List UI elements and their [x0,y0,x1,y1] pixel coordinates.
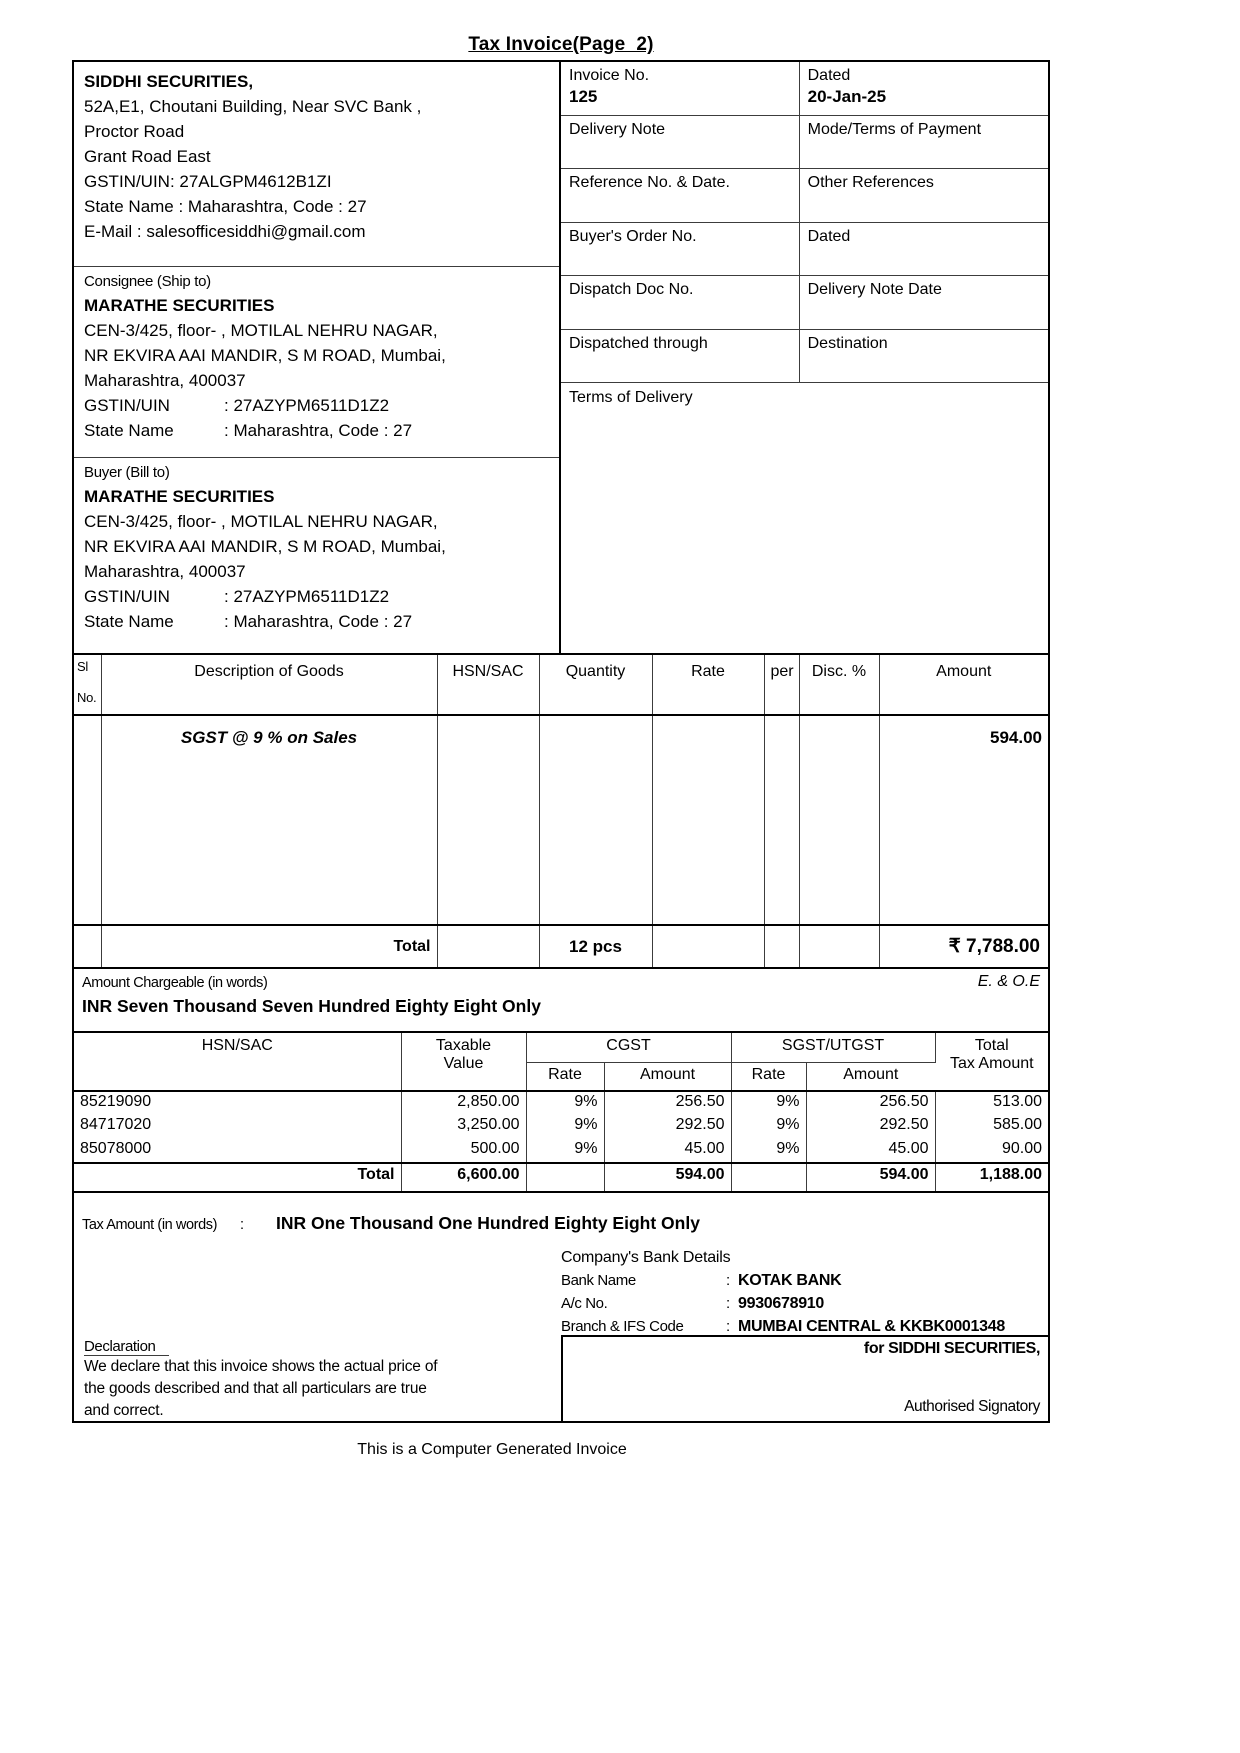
signature-box [561,1335,1048,1421]
supplier-state: State Name : Maharashtra, Code : 27 [84,197,367,216]
hsn-section [74,1033,1048,1193]
meta-cell-reference: Reference No. & Date. [561,169,800,222]
declaration-section [74,1335,1048,1421]
consignee-gstin: GSTIN/UIN : 27AZYPM6511D1Z2 [84,396,390,415]
col-header-hsn: HSN/SAC [437,655,539,715]
col-header-disc: Disc. % [799,655,879,715]
account-number: 9930678910 [738,1295,824,1312]
meta-row [561,116,1048,170]
amount-in-words: INR Seven Thousand Seven Hundred Eighty Eight Only [82,996,541,1016]
signature-for-line: for SIDDHI SECURITIES, [863,1340,1040,1357]
header-section [74,62,1048,655]
meta-cell-invoice-no: Invoice No. 125 [561,62,800,115]
item-amount: 594.00 [879,715,1048,925]
meta-cell-dispatched-through: Dispatched through [561,330,800,383]
computer-generated-note: This is a Computer Generated Invoice [357,1441,627,1458]
consignee-block [74,267,559,458]
authorised-signatory-label: Authorised Signatory [904,1398,1040,1415]
consignee-address-line: CEN-3/425, floor- , MOTILAL NEHRU NAGAR, [84,321,438,340]
meta-row [561,62,1048,116]
hsn-header-row-1 [74,1033,1048,1062]
parties-column [74,62,561,653]
consignee-address-line: Maharashtra, 400037 [84,371,246,390]
hsn-code: 85078000 [74,1139,401,1163]
supplier-name: SIDDHI SECURITIES, [84,72,254,91]
hsn-code: 85219090 [74,1091,401,1115]
bank-details-heading: Company's Bank Details [561,1249,731,1266]
supplier-address-line: Proctor Road [84,122,185,141]
consignee-label: Consignee (Ship to) [84,273,211,290]
hsn-row: 84717020 3,250.00 9% 292.50 9% 292.50 585.00 [74,1115,1048,1139]
supplier-address-line: Grant Road East [84,147,211,166]
col-header-rate: Rate [652,655,764,715]
items-total-label: Total [101,925,437,967]
declaration-heading: Declaration [84,1338,169,1356]
total-tax-header: Total Tax Amount [935,1033,1048,1091]
meta-cell-payment-terms: Mode/Terms of Payment [807,120,982,138]
meta-cell-destination: Destination [807,334,888,352]
item-description: SGST @ 9 % on Sales [101,715,437,925]
cgst-group-header: CGST [526,1033,731,1062]
amount-words-section [74,969,1048,1033]
items-section [74,655,1048,969]
meta-cell-dispatch-doc: Dispatch Doc No. [561,276,800,329]
meta-row [561,330,1048,384]
buyer-gstin: GSTIN/UIN : 27AZYPM6511D1Z2 [84,587,390,606]
hsn-row: 85078000 500.00 9% 45.00 9% 45.00 90.00 [74,1139,1048,1163]
bank-name-row: Bank Name : KOTAK BANK [561,1269,1048,1292]
meta-cell-order-dated: Dated [807,227,851,245]
bank-details-section [74,1245,1048,1335]
buyer-address-line: CEN-3/425, floor- , MOTILAL NEHRU NAGAR, [84,512,438,531]
buyer-address-line: Maharashtra, 400037 [84,562,246,581]
buyer-state: State Name : Maharashtra, Code : 27 [84,612,413,631]
col-header-amount: Amount [879,655,1048,715]
branch-ifsc-row: Branch & IFS Code : MUMBAI CENTRAL & KKBK0001348 [561,1315,1048,1338]
meta-cell-delivery-note: Delivery Note [561,116,800,169]
meta-row [561,223,1048,277]
hsn-col-header: HSN/SAC [74,1033,401,1091]
col-header-quantity: Quantity [539,655,652,715]
item-row [74,715,1048,925]
consignee-name: MARATHE SECURITIES [84,296,275,315]
meta-cell-dated: Dated 20-Jan-25 [800,62,1044,115]
tax-words-section: Tax Amount (in words) : INR One Thousand One Hundred Eighty Eight Only [82,1213,700,1233]
buyer-label: Buyer (Bill to) [84,464,170,481]
meta-column [561,62,1048,653]
meta-row [561,276,1048,330]
hsn-table [74,1033,1048,1191]
invoice-date: 20-Jan-25 [807,87,887,106]
buyer-block [74,458,559,653]
sgst-rate-header: Rate [731,1062,806,1091]
sgst-amount-header: Amount [806,1062,935,1091]
hsn-row: 85219090 2,850.00 9% 256.50 9% 256.50 513.00 [74,1091,1048,1115]
meta-row [561,169,1048,223]
invoice-frame [72,60,1050,1423]
meta-cell-other-references: Other References [807,174,934,191]
supplier-email: E-Mail : salesofficesiddhi@gmail.com [84,222,366,241]
buyer-address-line: NR EKVIRA AAI MANDIR, S M ROAD, Mumbai, [84,537,446,556]
meta-cell-buyers-order: Buyer's Order No. [561,223,800,276]
tax-amount-in-words: INR One Thousand One Hundred Eighty Eight Only [276,1213,700,1233]
amount-words-label: Amount Chargeable (in words) [82,975,268,991]
meta-cell-delivery-note-date: Delivery Note Date [807,281,942,298]
buyer-name: MARATHE SECURITIES [84,487,275,506]
eoe-note: E. & O.E [977,973,1040,990]
items-total-row [74,925,1048,967]
hsn-total-row: Total 6,600.00 594.00 594.00 1,188.00 [74,1163,1048,1191]
invoice-content [72,34,1050,1459]
items-table [74,655,1048,967]
account-number-row: A/c No. : 9930678910 [561,1292,1048,1315]
col-header-per: per [764,655,799,715]
declaration-block: Declaration We declare that this invoice shows the actual price of the goods described and that all particulars are true and correct. [84,1338,438,1419]
supplier-address-line: 52A,E1, Choutani Building, Near SVC Bank , [84,97,422,116]
page-title: Tax Invoice(Page 2) [468,34,654,55]
cgst-amount-header: Amount [604,1062,731,1091]
bank-name: KOTAK BANK [738,1272,842,1289]
taxable-value-header: Taxable Value [401,1033,526,1091]
col-header-description: Description of Goods [101,655,437,715]
items-total-quantity: 12 pcs [539,925,652,967]
tax-words-label: Tax Amount (in words) [82,1217,218,1233]
supplier-block [74,62,559,267]
supplier-gstin: GSTIN/UIN: 27ALGPM4612B1ZI [84,172,332,191]
items-header-row [74,655,1048,715]
consignee-state: State Name : Maharashtra, Code : 27 [84,421,413,440]
items-total-amount: ₹ 7,788.00 [948,936,1040,957]
branch-ifsc: MUMBAI CENTRAL & KKBK0001348 [738,1318,1005,1335]
hsn-code: 84717020 [74,1115,401,1139]
invoice-number: 125 [569,87,598,106]
sgst-group-header: SGST/UTGST [731,1033,935,1062]
col-header-sl-no: Sl No. [74,655,101,715]
terms-of-delivery: Terms of Delivery [569,389,693,406]
consignee-address-line: NR EKVIRA AAI MANDIR, S M ROAD, Mumbai, [84,346,446,365]
cgst-rate-header: Rate [526,1062,604,1091]
